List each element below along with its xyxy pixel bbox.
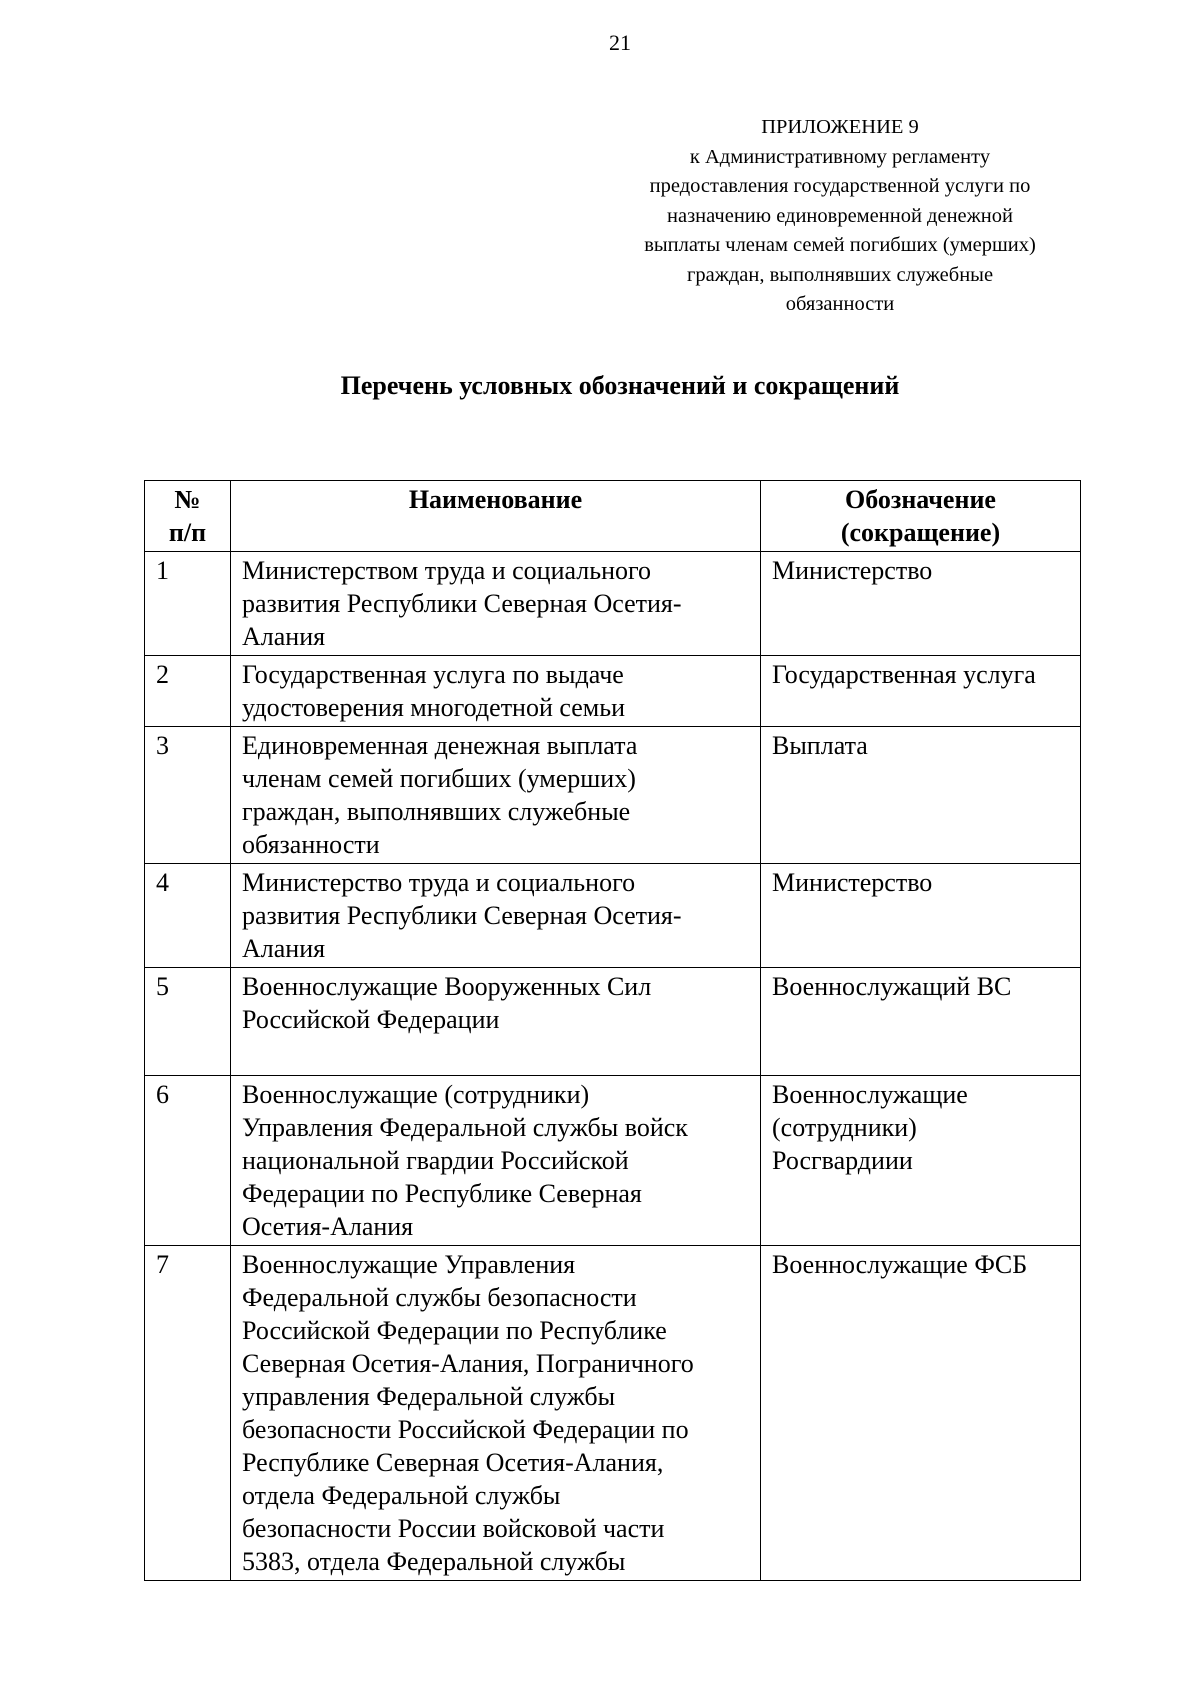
cell-number: 4 bbox=[145, 864, 231, 968]
header-number bbox=[145, 481, 231, 552]
cell-line: безопасности Российской Федерации по bbox=[242, 1415, 689, 1444]
cell-line: Федерации по Республике Северная bbox=[242, 1179, 642, 1208]
header-name-line: Наименование bbox=[408, 485, 583, 514]
cell-line: членам семей погибших (умерших) bbox=[242, 764, 636, 793]
cell-name bbox=[231, 1076, 761, 1246]
cell-name bbox=[231, 864, 761, 968]
header-abbreviation-line: Обозначение bbox=[845, 485, 996, 514]
cell-line: Военнослужащие bbox=[772, 1080, 968, 1109]
table-row bbox=[145, 1246, 1081, 1581]
cell-abbreviation bbox=[761, 968, 1081, 1076]
appendix-line: предоставления государственной услуги по bbox=[649, 175, 1031, 197]
abbreviations-table bbox=[144, 480, 1081, 1581]
cell-name bbox=[231, 656, 761, 727]
appendix-line: обязанности bbox=[785, 293, 895, 315]
cell-line: Республике Северная Осетия-Алания, bbox=[242, 1448, 664, 1477]
table-row bbox=[145, 968, 1081, 1076]
page-number: 21 bbox=[609, 30, 631, 55]
cell-number: 1 bbox=[145, 552, 231, 656]
appendix-line: выплаты членам семей погибших (умерших) bbox=[644, 234, 1036, 256]
cell-line: Единовременная денежная выплата bbox=[242, 731, 638, 760]
cell-line: Росгвардиии bbox=[772, 1146, 913, 1175]
cell-name bbox=[231, 968, 761, 1076]
cell-name bbox=[231, 1246, 761, 1581]
cell-line: Министерство bbox=[772, 868, 933, 897]
cell-line: граждан, выполнявших служебные bbox=[242, 797, 631, 826]
cell-number: 6 bbox=[145, 1076, 231, 1246]
cell-line: обязанности bbox=[242, 830, 380, 859]
document-title: Перечень условных обозначений и сокращений bbox=[340, 371, 900, 400]
cell-line: Управления Федеральной службы войск bbox=[242, 1113, 688, 1142]
cell-line: управления Федеральной службы bbox=[242, 1382, 616, 1411]
cell-line: Алания bbox=[242, 934, 326, 963]
cell-line: Министерством труда и социального bbox=[242, 556, 652, 585]
header-number-line: № bbox=[174, 485, 201, 514]
cell-line: Российской Федерации bbox=[242, 1005, 500, 1034]
header-abbreviation bbox=[761, 481, 1081, 552]
cell-number: 5 bbox=[145, 968, 231, 1076]
cell-abbreviation bbox=[761, 656, 1081, 727]
table-row bbox=[145, 727, 1081, 864]
cell-abbreviation bbox=[761, 552, 1081, 656]
cell-line: отдела Федеральной службы bbox=[242, 1481, 561, 1510]
table-header-row bbox=[145, 481, 1081, 552]
cell-line: Осетия-Алания bbox=[242, 1212, 414, 1241]
cell-line: Министерство труда и социального bbox=[242, 868, 636, 897]
table-row bbox=[145, 864, 1081, 968]
header-abbreviation-line: (сокращение) bbox=[840, 518, 1001, 547]
cell-line: Военнослужащий ВС bbox=[772, 972, 1012, 1001]
cell-line: 5383, отдела Федеральной службы bbox=[242, 1547, 626, 1576]
appendix-line: ПРИЛОЖЕНИЕ 9 bbox=[761, 116, 919, 138]
cell-line: Военнослужащие (сотрудники) bbox=[242, 1080, 590, 1109]
header-number-line: п/п bbox=[168, 518, 207, 547]
cell-line: Военнослужащие ФСБ bbox=[772, 1250, 1028, 1279]
cell-line: Государственная услуга bbox=[772, 660, 1036, 689]
cell-name bbox=[231, 727, 761, 864]
cell-line: Алания bbox=[242, 622, 326, 651]
cell-abbreviation bbox=[761, 727, 1081, 864]
cell-name bbox=[231, 552, 761, 656]
cell-line: развития Республики Северная Осетия- bbox=[242, 901, 682, 930]
cell-number: 3 bbox=[145, 727, 231, 864]
cell-line: Российской Федерации по Республике bbox=[242, 1316, 667, 1345]
cell-line: Государственная услуга по выдаче bbox=[242, 660, 624, 689]
cell-line: (сотрудники) bbox=[772, 1113, 917, 1142]
cell-abbreviation bbox=[761, 864, 1081, 968]
cell-number: 2 bbox=[145, 656, 231, 727]
cell-line: Федеральной службы безопасности bbox=[242, 1283, 637, 1312]
cell-line: национальной гвардии Российской bbox=[242, 1146, 629, 1175]
appendix-line: граждан, выполнявших служебные bbox=[686, 263, 994, 286]
header-name bbox=[231, 481, 761, 552]
cell-line: Военнослужащие Управления bbox=[242, 1250, 576, 1279]
table-row bbox=[145, 552, 1081, 656]
table-row bbox=[145, 656, 1081, 727]
cell-number: 7 bbox=[145, 1246, 231, 1581]
cell-line: безопасности России войсковой части bbox=[242, 1514, 665, 1543]
cell-abbreviation bbox=[761, 1246, 1081, 1581]
appendix-heading bbox=[600, 113, 1080, 320]
cell-line: развития Республики Северная Осетия- bbox=[242, 589, 682, 618]
cell-line: Северная Осетия-Алания, Пограничного bbox=[242, 1349, 694, 1378]
cell-line: удостоверения многодетной семьи bbox=[242, 693, 626, 722]
appendix-line: назначению единовременной денежной bbox=[667, 204, 1013, 227]
cell-line: Министерство bbox=[772, 556, 933, 585]
appendix-line: к Административному регламенту bbox=[689, 145, 991, 168]
cell-line: Военнослужащие Вооруженных Сил bbox=[242, 972, 652, 1001]
table-row bbox=[145, 1076, 1081, 1246]
cell-abbreviation bbox=[761, 1076, 1081, 1246]
cell-line: Выплата bbox=[772, 731, 868, 760]
